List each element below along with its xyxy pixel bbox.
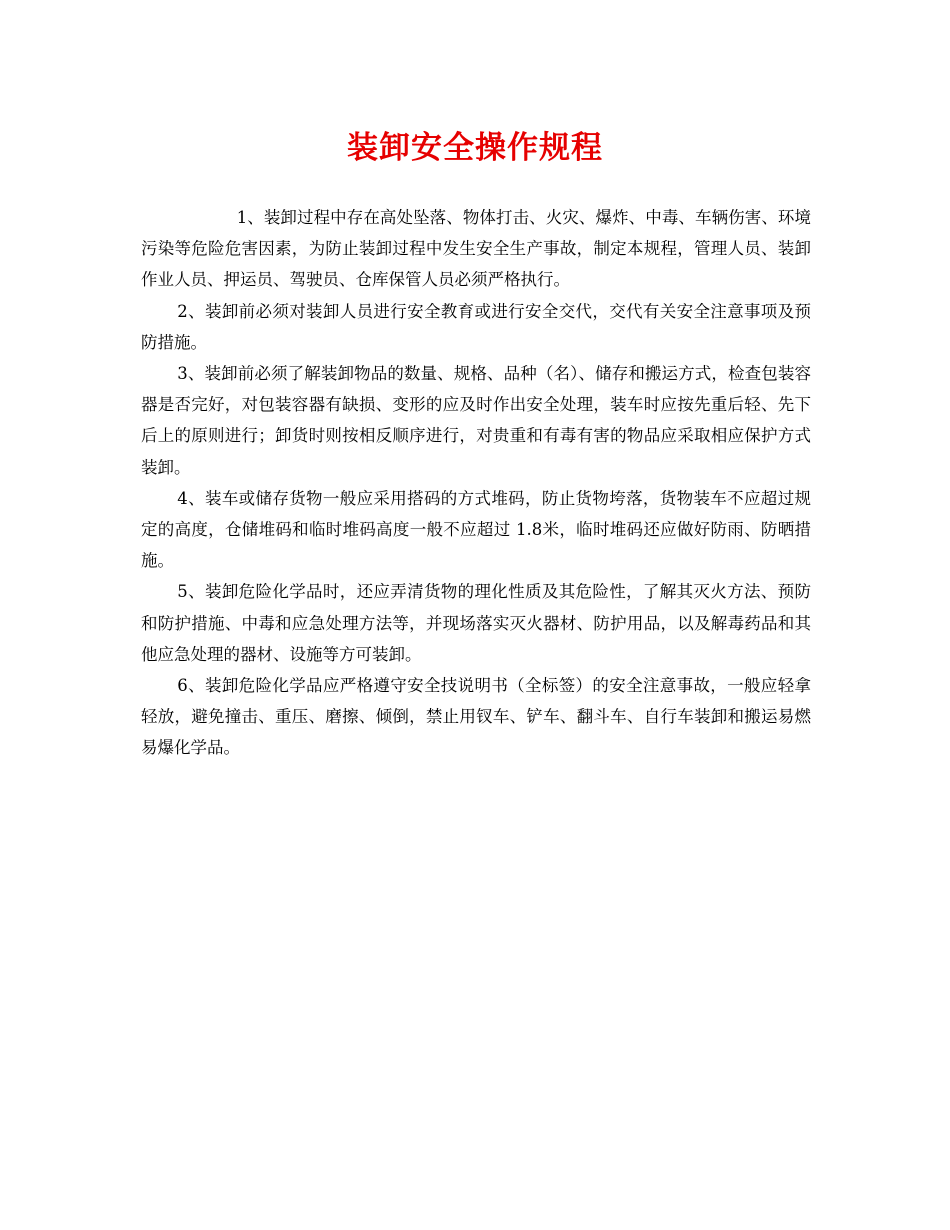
paragraph-1: 1、装卸过程中存在高处坠落、物体打击、火灾、爆炸、中毒、车辆伤害、环境污染等危险危害因素，为防止装卸过程中发生安全生产事故，制定本规程，管理人员、装卸作业人员、押运员、驾驶员、仓库保管人员必须严格执行。 xyxy=(141,208,811,290)
paragraph-6: 6、装卸危险化学品应严格遵守安全技说明书（全标签）的安全注意事故，一般应轻拿轻放，避免撞击、重压、磨擦、倾倒，禁止用钗车、铲车、翻斗车、自行车装卸和搬运易燃易爆化学品。 xyxy=(141,676,811,758)
paragraph-4: 4、装车或储存货物一般应采用搭码的方式堆码，防止货物垮落，货物装车不应超过规定的高度，仓储堆码和临时堆码高度一般不应超过 1.8米，临时堆码还应做好防雨、防晒措施。 xyxy=(141,488,811,571)
paragraph-3: 3、装卸前必须了解装卸物品的数量、规格、品种（名）、储存和搬运方式，检查包装容器是否完好，对包装容器有缺损、变形的应及时作出安全处理，装车时应按先重后轻、先下后上的原则进行；卸货时则按相反顺序进行，对贵重和有毒有害的物品应采取相应保护方式装卸。 xyxy=(141,364,811,477)
document-title: 装卸安全操作规程 xyxy=(347,130,603,166)
document-body xyxy=(141,202,811,764)
paragraph-5: 5、装卸危险化学品时，还应弄清货物的理化性质及其危险性，了解其灭火方法、预防和防护措施、中毒和应急处理方法等，并现场落实灭火器材、防护用品，以及解毒药品和其他应急处理的器材、设施等方可装卸。 xyxy=(141,582,811,664)
paragraph-2: 2、装卸前必须对装卸人员进行安全教育或进行安全交代，交代有关安全注意事项及预防措施。 xyxy=(141,301,811,352)
